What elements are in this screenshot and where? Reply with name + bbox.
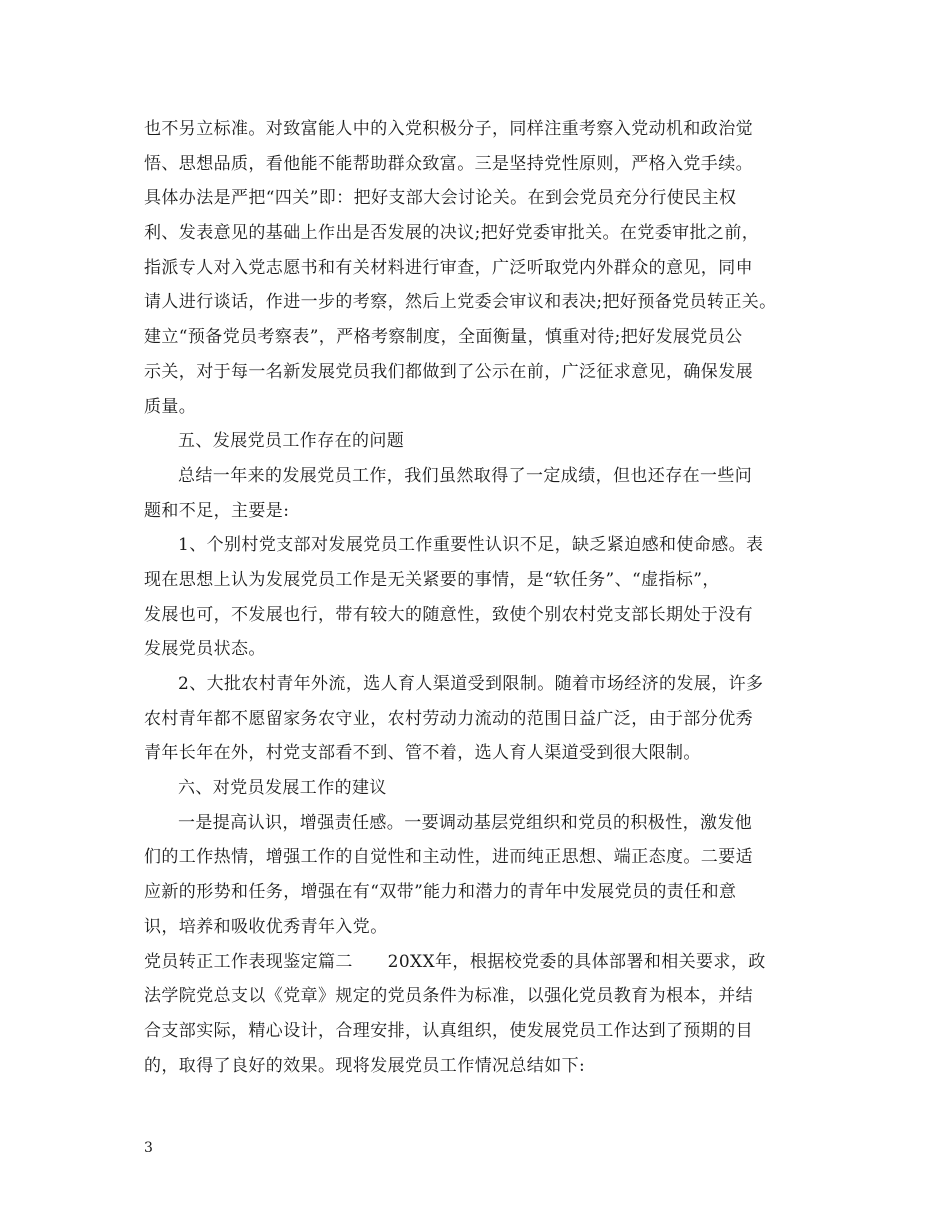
- text-line: 应新的形势和任务，增强在有“双带”能力和潜力的青年中发展党员的责任和意: [144, 882, 737, 903]
- text-line: 示关，对于每一名新发展党员我们都做到了公示在前，广泛征求意见，确保发展: [144, 361, 753, 382]
- text-line: 法学院党总支以《党章》规定的党员条件为标准，以强化党员教育为根本，并结: [144, 986, 753, 1007]
- text-line: 党员转正工作表现鉴定篇二 20XX年，根据校党委的具体部署和相关要求，政: [144, 951, 766, 972]
- text-line: 建立“预备党员考察表”，严格考察制度，全面衡量，慎重对待;把好发展党员公: [144, 327, 743, 348]
- text-line: 六、对党员发展工作的建议: [178, 778, 387, 799]
- text-line: 识，培养和吸收优秀青年入党。: [144, 916, 388, 937]
- text-line: 利、发表意见的基础上作出是否发展的决议;把好党委审批关。在党委审批之前，: [144, 223, 760, 244]
- text-line: 悟、思想品质，看他能不能帮助群众致富。三是坚持党性原则，严格入党手续。: [144, 153, 753, 174]
- text-line: 发展也可，不发展也行，带有较大的随意性，致使个别农村党支部长期处于没有: [144, 604, 753, 625]
- text-line: 指派专人对入党志愿书和有关材料进行审查，广泛听取党内外群众的意见，同申: [144, 257, 753, 278]
- text-line: 2、大批农村青年外流，选人育人渠道受到限制。随着市场经济的发展，许多: [178, 674, 764, 694]
- text-line: 现在思想上认为发展党员工作是无关紧要的事情，是“软任务”、“虚指标”，: [144, 569, 720, 590]
- text-line: 青年长年在外，村党支部看不到、管不着，选人育人渠道受到很大限制。: [144, 743, 701, 764]
- document-body: [144, 112, 824, 1083]
- text-line: 1、个别村党支部对发展党员工作重要性认识不足，缺乏紧迫感和使命感。表: [178, 535, 764, 556]
- text-line: 总结一年来的发展党员工作，我们虽然取得了一定成绩，但也还存在一些问: [178, 465, 753, 486]
- text-line: 农村青年都不愿留家务农守业，农村劳动力流动的范围日益广泛，由于部分优秀: [144, 708, 753, 729]
- text-line: 们的工作热情，增强工作的自觉性和主动性，进而纯正思想、端正态度。二要适: [144, 847, 753, 868]
- text-line: 请人进行谈话，作进一步的考察，然后上党委会审议和表决;把好预备党员转正关。: [144, 292, 777, 313]
- text-line: 一是提高认识，增强责任感。一要调动基层党组织和党员的积极性，激发他: [178, 812, 753, 833]
- text-line: 发展党员状态。: [144, 639, 266, 660]
- text-line: 质量。: [144, 396, 197, 417]
- text-line: 合支部实际，精心设计，合理安排，认真组织，使发展党员工作达到了预期的目: [144, 1020, 753, 1041]
- text-line: 题和不足，主要是:: [144, 500, 290, 521]
- text-line: 五、发展党员工作存在的问题: [178, 431, 405, 452]
- text-line: 具体办法是严把“四关”即：把好支部大会讨论关。在到会党员充分行使民主权: [144, 188, 737, 209]
- text-line: 的，取得了良好的效果。现将发展党员工作情况总结如下:: [144, 1055, 586, 1076]
- text-line: 也不另立标准。对致富能人中的入党积极分子，同样注重考察入党动机和政治觉: [144, 119, 753, 139]
- page-number: 3: [144, 1140, 153, 1156]
